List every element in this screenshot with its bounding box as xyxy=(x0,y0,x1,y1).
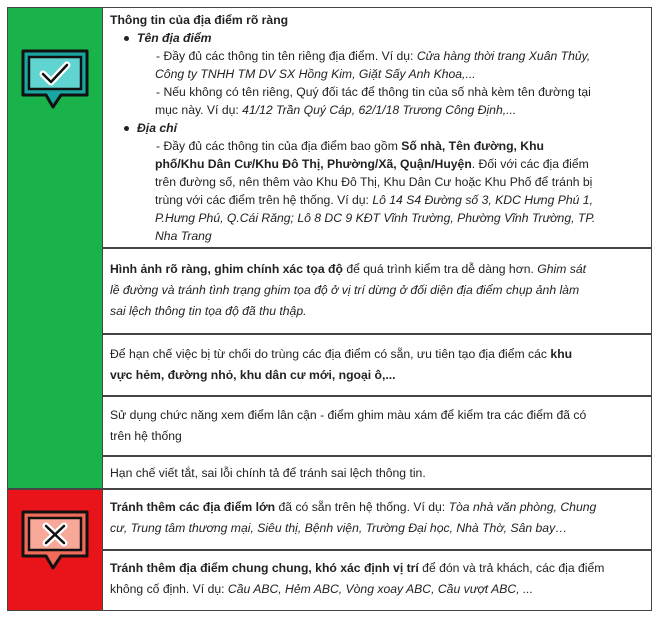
text-line: - Nếu không có tên riêng, Quý đối tác để thông tin của số nhà kèm tên đường tại xyxy=(156,85,591,99)
row-title: Thông tin của địa điểm rõ ràng xyxy=(110,13,289,27)
bullet-place-name: Tên địa điểm xyxy=(110,29,645,47)
text-line: Nha Trang xyxy=(155,229,212,243)
guidelines-table xyxy=(7,7,652,611)
text-line: - Đầy đủ các thông tin của địa điểm bao gồm Số nhà, Tên đường, Khu xyxy=(156,139,544,153)
text-line: - Đầy đủ các thông tin tên riêng địa điểm. Ví dụ: Cửa hàng thời trang Xuân Thủy, xyxy=(156,49,591,63)
good-column xyxy=(7,7,103,489)
bullet-address: Địa chỉ xyxy=(110,119,645,137)
row-nearby-points: Sử dụng chức năng xem điểm lân cận - điểm ghim màu xám để kiểm tra các điểm đã có trên hệ thống xyxy=(103,396,652,456)
x-message-icon xyxy=(19,508,91,574)
text-line: trên đường số, nên thêm vào Khu Đô Thị, Khu Dân Cư hoặc Khu Phố để tránh bị xyxy=(155,175,593,189)
check-message-icon xyxy=(19,47,91,113)
text-line: trùng với các điểm trên hệ thống. Ví dụ: Lô 14 S4 Đường số 3, KDC Hưng Phú 1, xyxy=(155,193,593,207)
row-no-abbreviations: Hạn chế viết tắt, sai lỗi chính tả để tránh sai lệch thông tin. xyxy=(103,456,652,489)
text-line: P.Hưng Phú, Q.Cái Răng; Lô 8 DC 9 KĐT Vĩnh Trường, Phường Vĩnh Trường, TP. xyxy=(155,211,596,225)
row-prioritize-small-areas: Để hạn chế việc bị từ chối do trùng các địa điểm có sẵn, ưu tiên tạo địa điểm các khu vực hẻm, đường nhỏ, khu dân cư mới, ngoại ô,... xyxy=(103,334,652,396)
row-avoid-generic-places: Tránh thêm địa điểm chung chung, khó xác định vị trí để đón và trả khách, các địa điểm không cố định. Ví dụ: Cầu ABC, Hẻm ABC, Vòng xoay ABC, Cầu vượt ABC, ... xyxy=(103,550,652,611)
text-line: phố/Khu Dân Cư/Khu Đô Thị, Phường/Xã, Quận/Huyện. Đối với các địa điểm xyxy=(155,157,589,171)
text-line: Công ty TNHH TM DV SX Hồng Kim, Giặt Sấy Anh Khoa,... xyxy=(155,67,476,81)
text-line: mục này. Ví dụ: 41/12 Trần Quý Cáp, 62/1/18 Trương Công Định,... xyxy=(155,103,517,117)
row-clear-info xyxy=(103,7,652,248)
row-avoid-large-places: Tránh thêm các địa điểm lớn đã có sẵn trên hệ thống. Ví dụ: Tòa nhà văn phòng, Chung cư, Trung tâm thương mại, Siêu thị, Bệnh viện, Trường Đại học, Nhà Thờ, Sân bay… xyxy=(103,489,652,550)
bad-column xyxy=(7,489,103,611)
row-clear-images: Hình ảnh rõ ràng, ghim chính xác tọa độ để quá trình kiểm tra dễ dàng hơn. Ghim sát lề đường và tránh tình trạng ghim tọa độ ở vị trí dừng ở đối diện địa điểm chụp ảnh làm sai lệch thông tin tọa độ đã thu thập. xyxy=(103,248,652,334)
